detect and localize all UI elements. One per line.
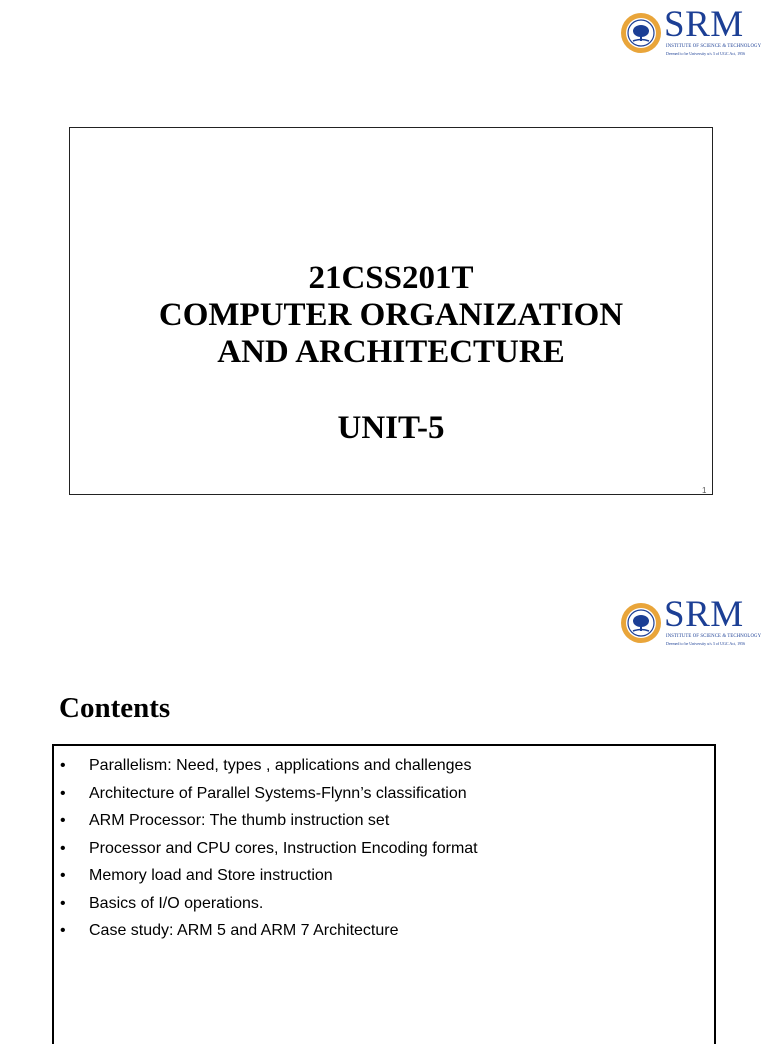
- list-item-text: Case study: ARM 5 and ARM 7 Architecture: [89, 922, 399, 939]
- list-item: [54, 921, 478, 949]
- course-title: [70, 260, 712, 371]
- page-number: 1: [702, 486, 707, 495]
- unit-label: UNIT-5: [337, 410, 445, 446]
- contents-box: [52, 744, 716, 1044]
- bullet-glyph: •: [60, 812, 66, 829]
- logo-tagline: INSTITUTE OF SCIENCE & TECHNOLOGY: [666, 44, 762, 49]
- list-item-text: Processor and CPU cores, Instruction Encoding format: [89, 839, 478, 857]
- bullet-glyph: •: [60, 867, 66, 884]
- logo-brand: SRM: [664, 4, 744, 45]
- list-item: [54, 866, 478, 894]
- bullet-glyph: •: [60, 784, 66, 802]
- srm-logo: [620, 594, 762, 650]
- bullet-glyph: •: [60, 894, 66, 912]
- srm-seal-icon: [620, 602, 662, 644]
- course-title-line-2: AND ARCHITECTURE: [217, 334, 565, 370]
- list-item-text: Architecture of Parallel Systems-Flynn’s classification: [89, 784, 467, 802]
- bullet-glyph: •: [60, 757, 66, 774]
- list-item-text: ARM Processor: The thumb instruction set: [89, 812, 390, 829]
- list-item: [54, 784, 478, 812]
- list-item: [54, 811, 478, 839]
- list-item-text: Parallelism: Need, types , applications and challenges: [89, 757, 472, 774]
- logo-brand: SRM: [664, 594, 744, 635]
- list-item: [54, 756, 478, 784]
- srm-logo: [620, 4, 762, 60]
- bullet-glyph: •: [60, 922, 66, 939]
- srm-seal-icon: [620, 12, 662, 54]
- contents-heading: Contents: [59, 692, 171, 724]
- title-slide: [0, 0, 768, 512]
- title-box: [69, 127, 713, 495]
- list-item-text: Basics of I/O operations.: [89, 894, 264, 912]
- list-item: [54, 894, 478, 922]
- course-code: 21CSS201T: [308, 260, 474, 296]
- course-title-line-1: COMPUTER ORGANIZATION: [158, 297, 624, 333]
- logo-subtagline: Deemed to be University u/s 3 of UGC Act, 1956: [666, 641, 746, 646]
- contents-list: [54, 756, 478, 949]
- list-item-text: Memory load and Store instruction: [89, 867, 333, 884]
- logo-tagline: INSTITUTE OF SCIENCE & TECHNOLOGY: [666, 634, 762, 639]
- logo-subtagline: Deemed to be University u/s 3 of UGC Act, 1956: [666, 51, 746, 56]
- contents-slide: [0, 584, 768, 1024]
- list-item: [54, 839, 478, 867]
- bullet-glyph: •: [60, 839, 66, 857]
